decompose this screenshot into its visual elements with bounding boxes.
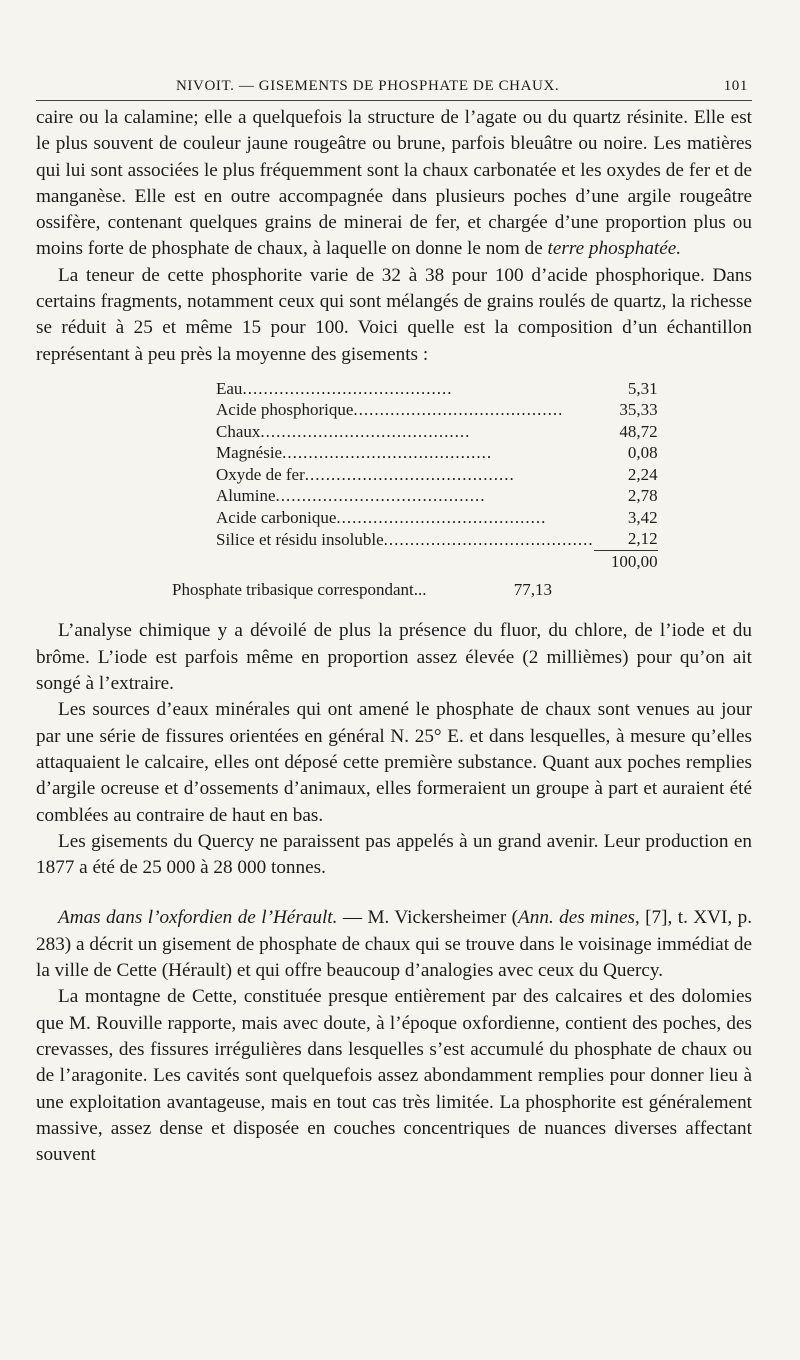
phosphate-row (172, 580, 752, 600)
component-label: Silice et résidu insoluble........................................ (216, 529, 594, 549)
component-label: Acide phosphorique........................................ (216, 400, 564, 420)
citation: Ann. des mines, (518, 907, 640, 929)
component-label: Alumine........................................ (216, 486, 486, 506)
section-heading-paragraph: Amas dans l’oxfordien de l’Hérault. — M. Vickersheimer (Ann. des mines, [7], t. XVI, p. 283) a décrit un gisement de phosphate de chaux qui se trouve dans le voisinage immédiat de la ville de Cette (Hérault) et qui offre beaucoup d’analogies avec ceux du Quercy. (36, 907, 753, 982)
composition-row (216, 421, 658, 443)
composition-row (216, 528, 658, 550)
component-value: 48,72 (619, 421, 658, 441)
composition-row (216, 378, 658, 400)
page (36, 76, 752, 1168)
component-label: Eau........................................ (216, 378, 453, 398)
running-head (36, 76, 752, 101)
section-heading: Amas dans l’oxfordien de l’Hérault. (58, 907, 338, 929)
running-title: NIVOIT. — GISEMENTS DE PHOSPHATE DE CHAUX. (176, 78, 560, 94)
component-value: 2,24 (627, 464, 658, 484)
composition-row (216, 507, 658, 529)
component-label: Chaux........................................ (216, 421, 471, 441)
paragraph-3: L’analyse chimique y a dévoilé de plus la présence du fluor, du chlore, de l’iode et du brôme. L’iode est parfois même en proportion assez élevée (2 millièmes) pour qu’on ait songé à l’extraire. (36, 620, 752, 695)
composition-row (216, 442, 658, 464)
component-value: 2,78 (627, 486, 658, 506)
composition-row (216, 485, 658, 507)
component-value: 2,12 (627, 529, 658, 549)
component-value: 5,31 (627, 378, 658, 398)
component-label: Acide carbonique........................................ (216, 507, 547, 527)
component-value: 3,42 (627, 507, 658, 527)
paragraph-5: Les gisements du Quercy ne paraissent pas appelés à un grand avenir. Leur production en 1877 a été de 25 000 à 28 000 tonnes. (36, 830, 752, 879)
total-value: 100,00 (594, 550, 658, 572)
page-number: 101 (723, 78, 748, 94)
paragraph-1: caire ou la calamine; elle a quelquefois la structure de l’agate ou du quartz résinite. Elle est le plus souvent de couleur jaune rougeâtre ou brune, parfois bleuâtre ou noire. Les matières qui lui sont associées le plus fréquemment sont la chaux carbonatée et les oxydes de fer et de manganèse. Elle est en outre accompagnée dans plusieurs poches d’une argile rougeâtre ossifère, contenant quelques grains de minerai de fer, et chargée d’une proportion plus ou moins forte de phosphate de chaux, à laquelle on donne le nom de terre phosphatée. (36, 107, 752, 260)
paragraph-2: La teneur de cette phosphorite varie de 32 à 38 pour 100 d’acide phosphorique. Dans certains fragments, notamment ceux qui sont mélangés de grains roulés de quartz, la richesse se réduit à 25 et même 15 pour 100. Voici quelle est la composition d’un échantillon représentant à peu près la moyenne des gisements : (36, 264, 752, 365)
component-value: 35,33 (619, 400, 658, 420)
component-value: 0,08 (627, 443, 658, 463)
paragraph-4: Les sources d’eaux minérales qui ont amené le phosphate de chaux sont venues au jour par une série de fissures orientées en général N. 25° E. et dans lesquelles, à mesure qu’elles attaquaient le calcaire, elles ont déposé cette première substance. Quant aux poches remplies d’argile ocreuse et d’ossements d’animaux, elles formeraient un groupe à part et auraient été comblées au contraire de haut en bas. (36, 699, 752, 826)
total-row (216, 550, 658, 572)
composition-table (216, 378, 658, 573)
paragraph-7: La montagne de Cette, constituée presque entièrement par des calcaires et des dolomies que M. Rouville rapporte, mais avec doute, à l’époque oxfordienne, contient des poches, des crevasses, des fissures irrégulières dans lesquelles s’est accumulé du phosphate de chaux ou de l’aragonite. Les cavités sont quelquefois assez abondamment remplies pour donner lieu à une exploitation avantageuse, mais en tout cas très limitée. La phosphorite est généralement massive, assez dense et disposée en couches concentriques de nuances diverses affectant souvent (36, 986, 752, 1166)
composition-row (216, 399, 658, 421)
component-label: Oxyde de fer........................................ (216, 464, 515, 484)
term-italic: terre phosphatée. (547, 238, 682, 260)
component-label: Magnésie........................................ (216, 443, 493, 463)
phosphate-value: 77,13 (513, 580, 552, 600)
composition-row (216, 464, 658, 486)
phosphate-label: Phosphate tribasique correspondant... (172, 580, 427, 600)
